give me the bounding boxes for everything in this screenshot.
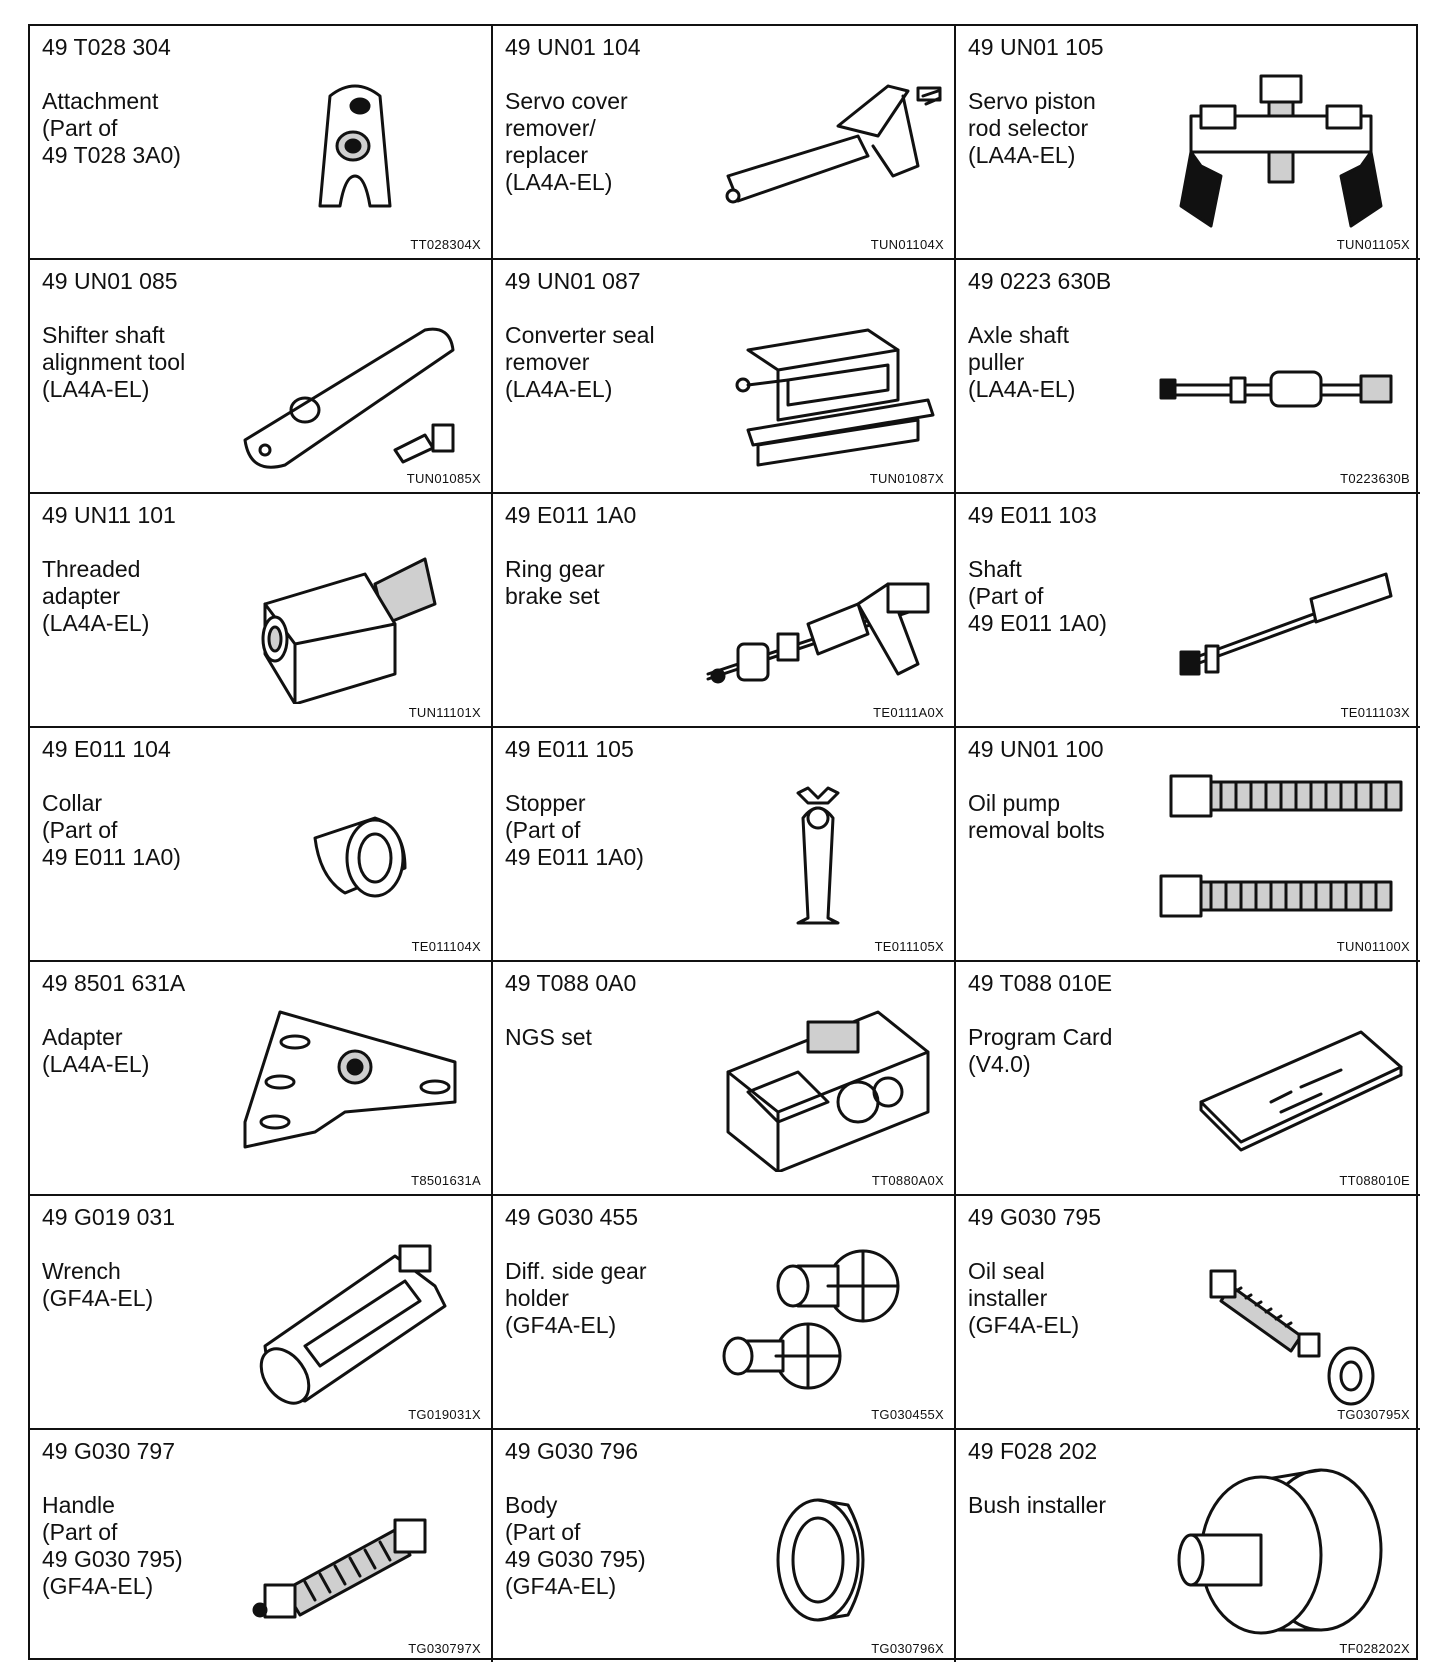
part-number: 49 G030 796 [505,1438,639,1464]
tool-cell [493,1196,956,1430]
part-number: 49 0223 630B [968,268,1112,294]
part-number: 49 E011 103 [968,502,1097,528]
tool-description: Servo piston rod selector (LA4A-EL) [968,88,1096,168]
collar-icon [225,758,485,938]
tool-cell [493,494,956,728]
program-card-icon [1151,992,1411,1172]
tool-description: Adapter (LA4A-EL) [42,1024,150,1077]
tool-cell [956,494,1420,728]
tool-cell [493,728,956,962]
tool-description: Oil seal installer (GF4A-EL) [968,1258,1080,1338]
tool-cell [30,728,493,962]
part-number: 49 UN01 100 [968,736,1104,762]
tool-cell [493,1430,956,1662]
tool-cell [493,962,956,1196]
part-number: 49 G019 031 [42,1204,176,1230]
tool-cell [493,26,956,260]
tool-description: Shifter shaft alignment tool (LA4A-EL) [42,322,186,402]
tool-cell [956,1196,1420,1430]
tool-description: Attachment (Part of 49 T028 3A0) [42,88,181,168]
gear-holder-icon [688,1226,948,1406]
figure-reference: TG030795X [1337,1407,1410,1422]
tool-cell [30,494,493,728]
tool-description: Ring gear brake set [505,556,605,609]
tool-description: Handle (Part of 49 G030 795) (GF4A-EL) [42,1492,183,1599]
part-number: 49 UN01 087 [505,268,641,294]
figure-reference: TG030797X [408,1641,481,1656]
axle-puller-icon [1151,290,1411,470]
tool-cell [30,260,493,494]
tool-cell [956,1430,1420,1662]
part-number: 49 G030 455 [505,1204,639,1230]
tool-cell [30,26,493,260]
tool-cell [30,1430,493,1662]
tool-description: Servo cover remover/ replacer (LA4A-EL) [505,88,628,195]
seal-remover-icon [688,290,948,470]
figure-reference: TE011104X [411,939,481,954]
tool-description: Stopper (Part of 49 E011 1A0) [505,790,644,870]
tool-cell [493,260,956,494]
tool-cell [956,26,1420,260]
part-number: 49 E011 105 [505,736,634,762]
figure-reference: TE011103X [1340,705,1410,720]
figure-reference: T0223630B [1340,471,1410,486]
figure-reference: TUN01085X [406,471,481,486]
part-number: 49 UN01 085 [42,268,178,294]
tool-description: Body (Part of 49 G030 795) (GF4A-EL) [505,1492,646,1599]
part-number: 49 E011 1A0 [505,502,637,528]
adapter-plate-icon [225,992,485,1172]
figure-reference: TT028304X [410,237,481,252]
handle-icon [225,1460,485,1640]
alignment-tool-icon [225,290,485,470]
part-number: 49 E011 104 [42,736,171,762]
part-number: 49 T028 304 [42,34,171,60]
part-number: 49 UN01 104 [505,34,641,60]
figure-reference: TUN01100X [1336,939,1410,954]
figure-reference: TF028202X [1339,1641,1410,1656]
tool-description: Converter seal remover (LA4A-EL) [505,322,655,402]
part-number: 49 UN11 101 [42,502,176,528]
bush-installer-icon [1151,1460,1411,1640]
figure-reference: TUN01105X [1336,237,1410,252]
figure-reference: T8501631A [411,1173,481,1188]
tool-cell [956,260,1420,494]
part-number: 49 G030 797 [42,1438,176,1464]
tool-description: Threaded adapter (LA4A-EL) [42,556,150,636]
bolts-icon [1151,758,1411,938]
figure-reference: TUN01104X [870,237,944,252]
wrench-icon [225,1226,485,1406]
figure-reference: TG019031X [408,1407,481,1422]
brake-set-icon [688,524,948,704]
figure-reference: TUN11101X [408,705,481,720]
figure-reference: TE0111A0X [873,705,944,720]
part-number: 49 T088 010E [968,970,1113,996]
rod-selector-icon [1151,56,1411,236]
tool-description: Bush installer [968,1492,1107,1518]
tool-cell [30,1196,493,1430]
tool-cell [956,728,1420,962]
figure-reference: TG030796X [871,1641,944,1656]
tool-cell [956,962,1420,1196]
part-number: 49 G030 795 [968,1204,1102,1230]
tool-description: Axle shaft puller (LA4A-EL) [968,322,1076,402]
tool-description: Program Card (V4.0) [968,1024,1113,1077]
tool-description: Shaft (Part of 49 E011 1A0) [968,556,1107,636]
servo-cover-tool-icon [688,56,948,236]
tool-description: Diff. side gear holder (GF4A-EL) [505,1258,647,1338]
threaded-adapter-icon [225,524,485,704]
figure-reference: TE011105X [874,939,944,954]
tool-description: Oil pump removal bolts [968,790,1105,843]
attachment-icon [225,56,485,236]
part-number: 49 8501 631A [42,970,186,996]
tool-description: Wrench (GF4A-EL) [42,1258,154,1311]
tool-description: Collar (Part of 49 E011 1A0) [42,790,181,870]
tool-cell [30,962,493,1196]
shaft-icon [1151,524,1411,704]
figure-reference: TT088010E [1339,1173,1410,1188]
body-ring-icon [688,1460,948,1640]
figure-reference: TT0880A0X [871,1173,944,1188]
part-number: 49 UN01 105 [968,34,1104,60]
ngs-case-icon [688,992,948,1172]
part-number: 49 T088 0A0 [505,970,637,996]
figure-reference: TG030455X [871,1407,944,1422]
seal-installer-icon [1151,1226,1411,1406]
stopper-icon [688,758,948,938]
part-number: 49 F028 202 [968,1438,1098,1464]
figure-reference: TUN01087X [869,471,944,486]
tool-description: NGS set [505,1024,592,1050]
special-tools-table [28,24,1418,1660]
